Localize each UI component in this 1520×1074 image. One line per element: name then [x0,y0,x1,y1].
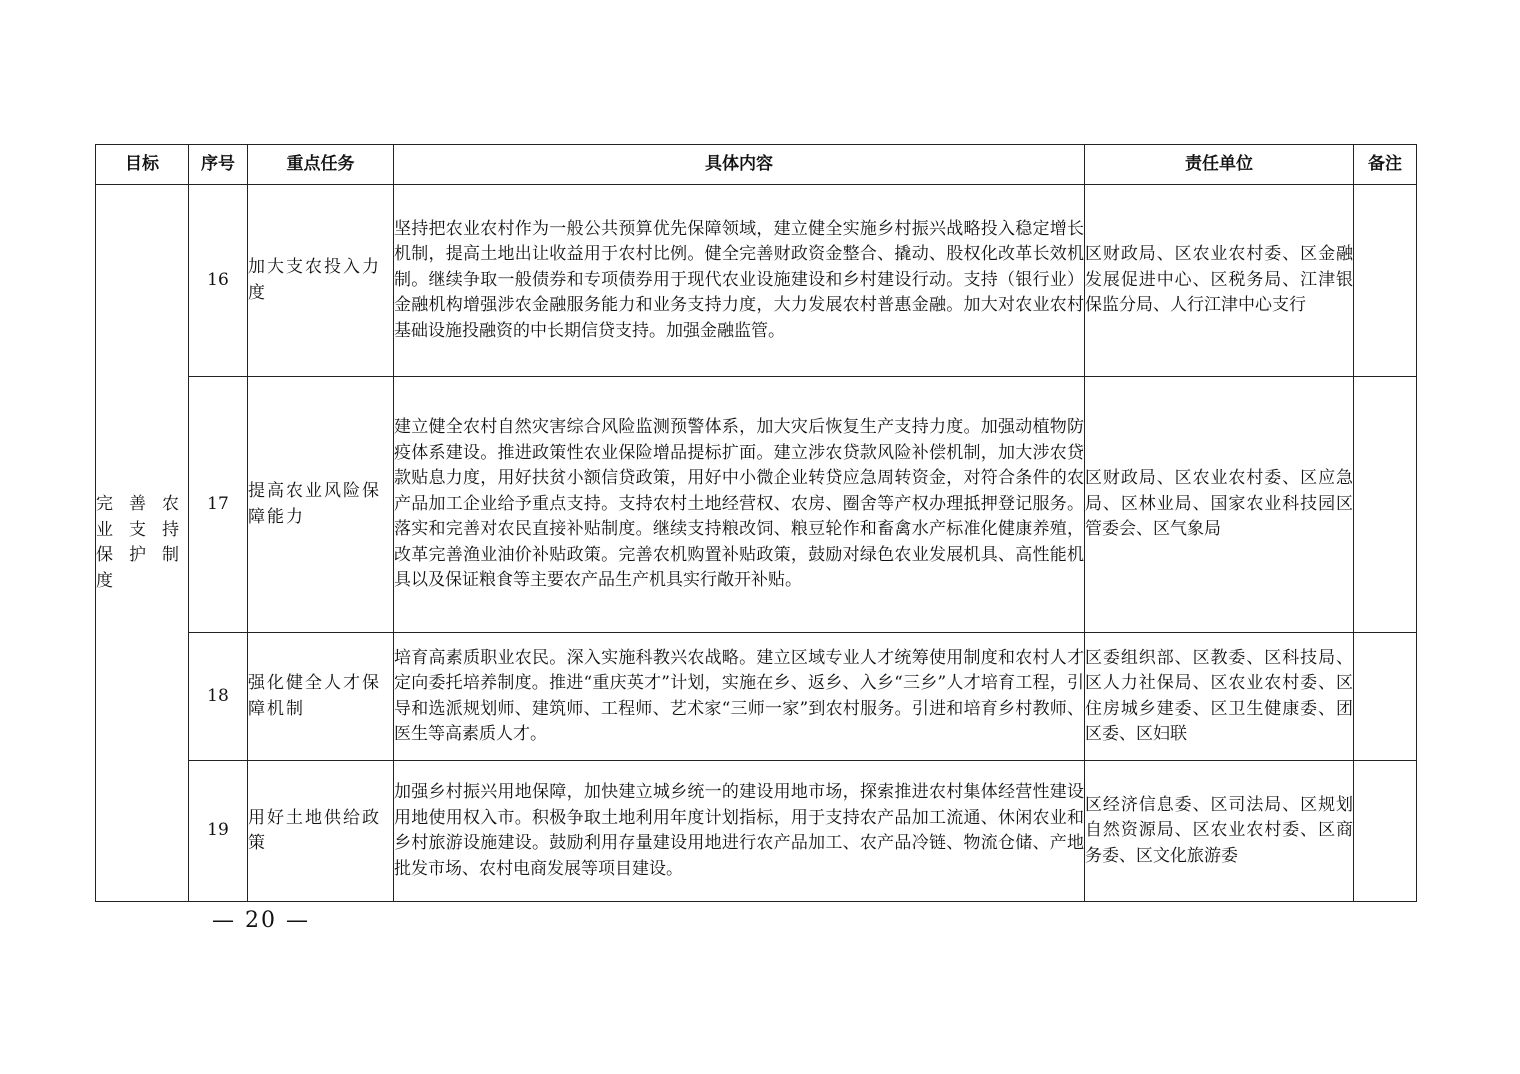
units-cell: 区财政局、区农业农村委、区金融发展促进中心、区税务局、江津银保监分局、人行江津中心支行 [1085,185,1354,377]
content-cell: 坚持把农业农村作为一般公共预算优先保障领域，建立健全实施乡村振兴战略投入稳定增长机制，提高土地出让收益用于农村比例。健全完善财政资金整合、撬动、股权化改革长效机制。继续争取一般债券和专项债券用于现代农业设施建设和乡村建设行动。支持（银行业）金融机构增强涉农金融服务能力和业务支持力度，大力发展农村普惠金融。加大对农业农村基础设施投融资的中长期信贷支持。加强金融监管。 [394,185,1085,377]
remarks-cell [1354,377,1417,633]
row-number: 17 [189,377,248,633]
row-number: 19 [189,761,248,902]
units-cell: 区经济信息委、区司法局、区规划自然资源局、区农业农村委、区商务委、区文化旅游委 [1085,761,1354,902]
table-row [96,377,1417,633]
header-units: 责任单位 [1085,145,1354,185]
remarks-cell [1354,185,1417,377]
remarks-cell [1354,633,1417,761]
content-cell: 加强乡村振兴用地保障，加快建立城乡统一的建设用地市场，探索推进农村集体经营性建设用地使用权入市。积极争取土地利用年度计划指标，用于支持农产品加工流通、休闲农业和乡村旅游设施建设。鼓励利用存量建设用地进行农产品加工、农产品冷链、物流仓储、产地批发市场、农村电商发展等项目建设。 [394,761,1085,902]
table-row [96,185,1417,377]
header-content: 具体内容 [394,145,1085,185]
task-cell: 提高农业风险保障能力 [248,377,394,633]
units-cell: 区财政局、区农业农村委、区应急局、区林业局、国家农业科技园区管委会、区气象局 [1085,377,1354,633]
goal-cell: 完善农业支持保护制度 [96,185,189,902]
remarks-cell [1354,761,1417,902]
task-cell: 用好土地供给政策 [248,761,394,902]
content-cell: 建立健全农村自然灾害综合风险监测预警体系，加大灾后恢复生产支持力度。加强动植物防疫体系建设。推进政策性农业保险增品提标扩面。建立涉农贷款风险补偿机制，加大涉农贷款贴息力度，用好扶贫小额信贷政策，用好中小微企业转贷应急周转资金，对符合条件的农产品加工企业给予重点支持。支持农村土地经营权、农房、圈舍等产权办理抵押登记服务。落实和完善对农民直接补贴制度。继续支持粮改饲、粮豆轮作和畜禽水产标准化健康养殖，改革完善渔业油价补贴政策。完善农机购置补贴政策，鼓励对绿色农业发展机具、高性能机具以及保证粮食等主要农产品生产机具实行敞开补贴。 [394,377,1085,633]
row-number: 16 [189,185,248,377]
header-no: 序号 [189,145,248,185]
table-row [96,761,1417,902]
task-cell: 强化健全人才保障机制 [248,633,394,761]
table-row [96,633,1417,761]
header-task: 重点任务 [248,145,394,185]
page-number: — 20 — [212,908,310,933]
content-cell: 培育高素质职业农民。深入实施科教兴农战略。建立区域专业人才统筹使用制度和农村人才定向委托培养制度。推进“重庆英才”计划，实施在乡、返乡、入乡“三乡”人才培育工程，引导和选派规划师、建筑师、工程师、艺术家“三师一家”到农村服务。引进和培育乡村教师、医生等高素质人才。 [394,633,1085,761]
units-cell: 区委组织部、区教委、区科技局、区人力社保局、区农业农村委、区住房城乡建委、区卫生健康委、团区委、区妇联 [1085,633,1354,761]
header-remarks: 备注 [1354,145,1417,185]
task-cell: 加大支农投入力度 [248,185,394,377]
row-number: 18 [189,633,248,761]
header-goal: 目标 [96,145,189,185]
header-row [96,145,1417,185]
task-table [95,144,1417,902]
